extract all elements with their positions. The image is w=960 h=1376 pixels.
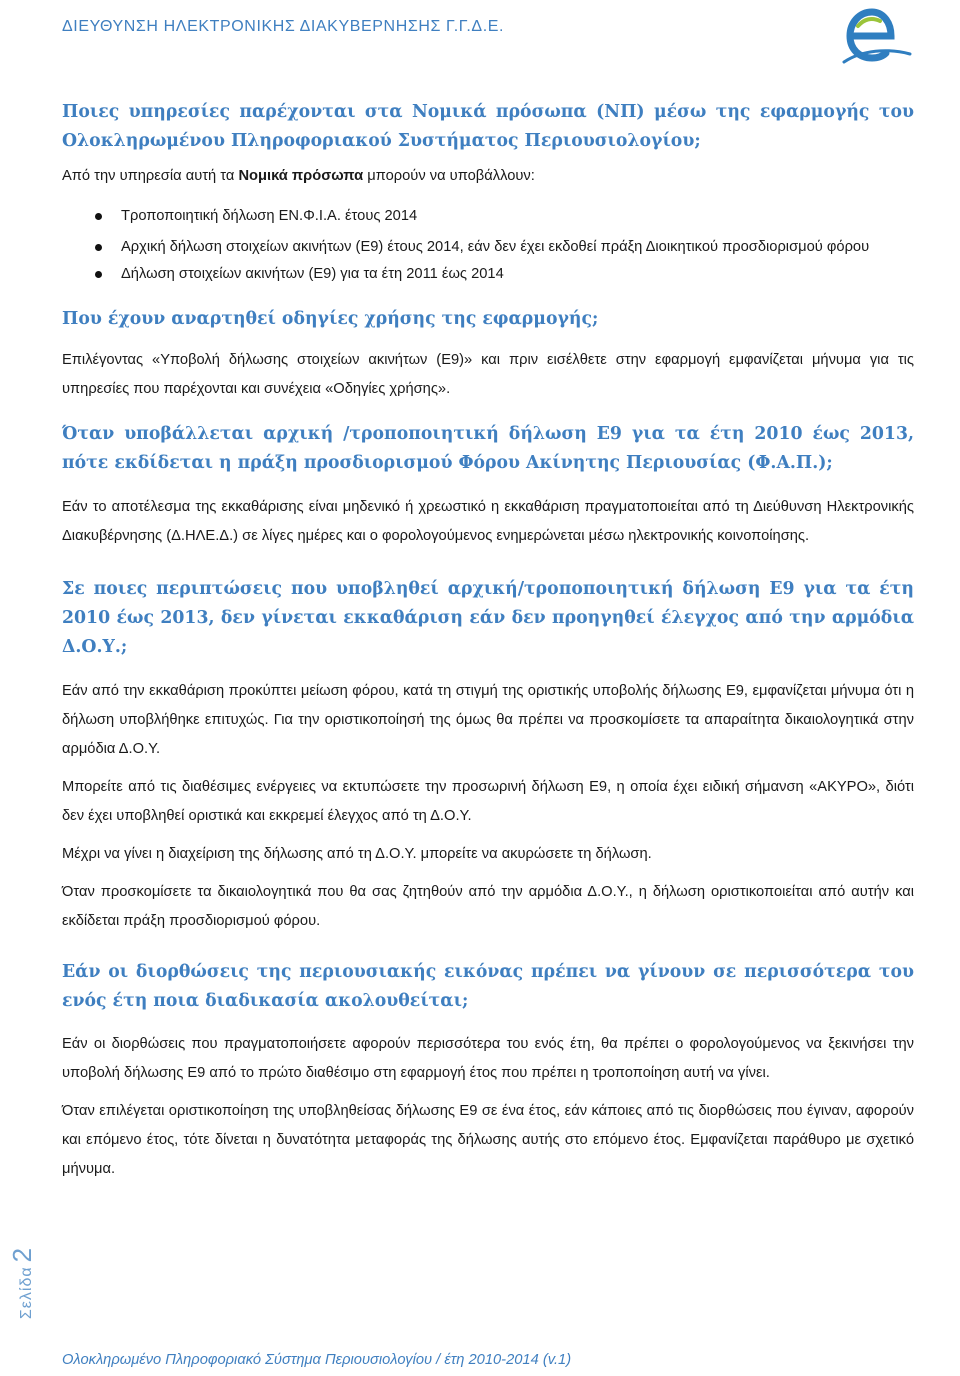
multi-year-paragraph-2: Όταν επιλέγεται οριστικοποίηση της υποβληθείσας δήλωσης Ε9 σε ένα έτος, εάν κάποιες από τις διορθώσεις που έγιναν, αφορούν και επόμενο έτος, τότε δίνεται η δυνατότητα μεταφοράς της δήλωσης αυτής στο επόμενο έτος. Εμφανίζεται παράθυρο με σχετικό μήνυμα. (62, 1103, 914, 1177)
section-heading-services: Ποιες υπηρεσίες παρέχονται στα Νομικά πρόσωπα (ΝΠ) μέσω της εφαρμογής του Ολοκληρωμένου Πληροφοριακού Συστήματος Περιουσιολογίου; (62, 102, 914, 151)
section-heading-multi-year: Εάν οι διορθώσεις της περιουσιακής εικόνας πρέπει να γίνουν σε περισσότερα του ενός έτη ποια διαδικασία ακολουθείται; (62, 962, 914, 1011)
intro-text-end: μπορούν να υποβάλλουν: (363, 168, 535, 184)
list-item: Δήλωση στοιχείων ακινήτων (Ε9) για τα έτη 2011 έως 2014 (62, 261, 914, 288)
instructions-paragraph: Επιλέγοντας «Υποβολή δήλωσης στοιχείων ακινήτων (Ε9)» και πριν εισέλθετε στην εφαρμογή εμφανίζεται μήνυμα για τις υπηρεσίες που παρέχονται και συνέχεια «Οδηγίες χρήσης». (62, 352, 914, 397)
section-heading-audit-cases: Σε ποιες περιπτώσεις που υποβληθεί αρχική/τροποποιητική δήλωση Ε9 για τα έτη 2010 έως 2013, δεν γίνεται εκκαθάριση εάν δεν προηγηθεί έλεγχος από την αρμόδια Δ.Ο.Υ.; (62, 579, 914, 657)
page-word: Σελίδα (18, 1265, 36, 1319)
page-number-sidebar (2, 1240, 44, 1326)
audit-paragraph-2: Μπορείτε από τις διαθέσιμες ενέργειες να εκτυπώσετε την προσωρινή δήλωση Ε9, η οποία έχει ειδική σήμανση «ΑΚΥΡΟ», διότι δεν έχει υποβληθεί οριστικά και εκκρεμεί έλεγχος από τη Δ.Ο.Υ. (62, 779, 914, 824)
services-intro (62, 162, 914, 191)
footer-text: Ολοκληρωμένο Πληροφοριακό Σύστημα Περιουσιολογίου / έτη 2010-2014 (v.1) (62, 1352, 572, 1368)
section-heading-fap-issue: Όταν υποβάλλεται αρχική /τροποποιητική δήλωση Ε9 για τα έτη 2010 έως 2013, πότε εκδίδεται η πράξη προσδιορισμού Φόρου Ακίνητης Περιουσίας (Φ.Α.Π.); (62, 424, 914, 473)
audit-paragraph-1: Εάν από την εκκαθάριση προκύπτει μείωση φόρου, κατά τη στιγμή της οριστικής υποβολής δήλωσης Ε9, εμφανίζεται μήνυμα ότι η δήλωση υποβλήθηκε επιτυχώς. Για την οριστικοποίησή της όμως θα πρέπει να προσκομίσετε τα απαραίτητα δικαιολογητικά στην αρμόδια Δ.Ο.Υ. (62, 683, 914, 757)
intro-text-bold: Νομικά πρόσωπα (238, 168, 364, 184)
main-content (62, 98, 914, 1184)
multi-year-paragraph-1: Εάν οι διορθώσεις που πραγματοποιήσετε αφορούν περισσότερα του ενός έτη, θα πρέπει ο φορολογούμενος να ξεκινήσει την υποβολή δήλωσης Ε9 από το πρώτο διαθέσιμο στη εφαρμογή έτος που πρέπει η τροποποίηση αυτή να γίνει. (62, 1036, 914, 1081)
list-item: Αρχική δήλωση στοιχείων ακινήτων (Ε9) έτους 2014, εάν δεν έχει εκδοθεί πράξη Διοικητικού προσδιορισμού φόρου (62, 234, 914, 261)
audit-paragraph-3: Μέχρι να γίνει η διαχείριση της δήλωσης από τη Δ.Ο.Υ. μπορείτε να ακυρώσετε τη δήλωση. (62, 846, 652, 862)
fap-paragraph: Εάν το αποτέλεσμα της εκκαθάρισης είναι μηδενικό ή χρεωστικό η εκκαθάριση πραγματοποιείται από τη Διεύθυνση Ηλεκτρονικής Διακυβέρνησης (Δ.ΗΛΕ.Δ.) σε λίγες ημέρες και ο φορολογούμενος ενημερώνεται μέσω ηλεκτρονικής κοινοποίησης. (62, 499, 914, 544)
audit-paragraph-4: Όταν προσκομίσετε τα δικαιολογητικά που θα σας ζητηθούν από την αρμόδια Δ.Ο.Υ., η δήλωση οριστικοποιείται από αυτήν και εκδίδεται πράξη προσδιορισμού φόρου. (62, 884, 914, 929)
services-list (62, 203, 914, 288)
list-item: Τροποποιητική δήλωση ΕΝ.Φ.Ι.Α. έτους 2014 (62, 203, 914, 230)
intro-text-start: Από την υπηρεσία αυτή τα (62, 168, 239, 184)
header-title: ΔΙΕΥΘΥΝΣΗ ΗΛΕΚΤΡΟΝΙΚΗΣ ΔΙΑΚΥΒΕΡΝΗΣΗΣ Γ.Γ.Δ.Ε. (62, 18, 505, 35)
e-logo-icon (842, 4, 912, 66)
page-number: 2 (7, 1247, 38, 1262)
e-logo-graphic (842, 4, 912, 66)
section-heading-instructions: Που έχουν αναρτηθεί οδηγίες χρήσης της εφαρμογής; (62, 309, 599, 329)
page-number-label (8, 1247, 39, 1318)
